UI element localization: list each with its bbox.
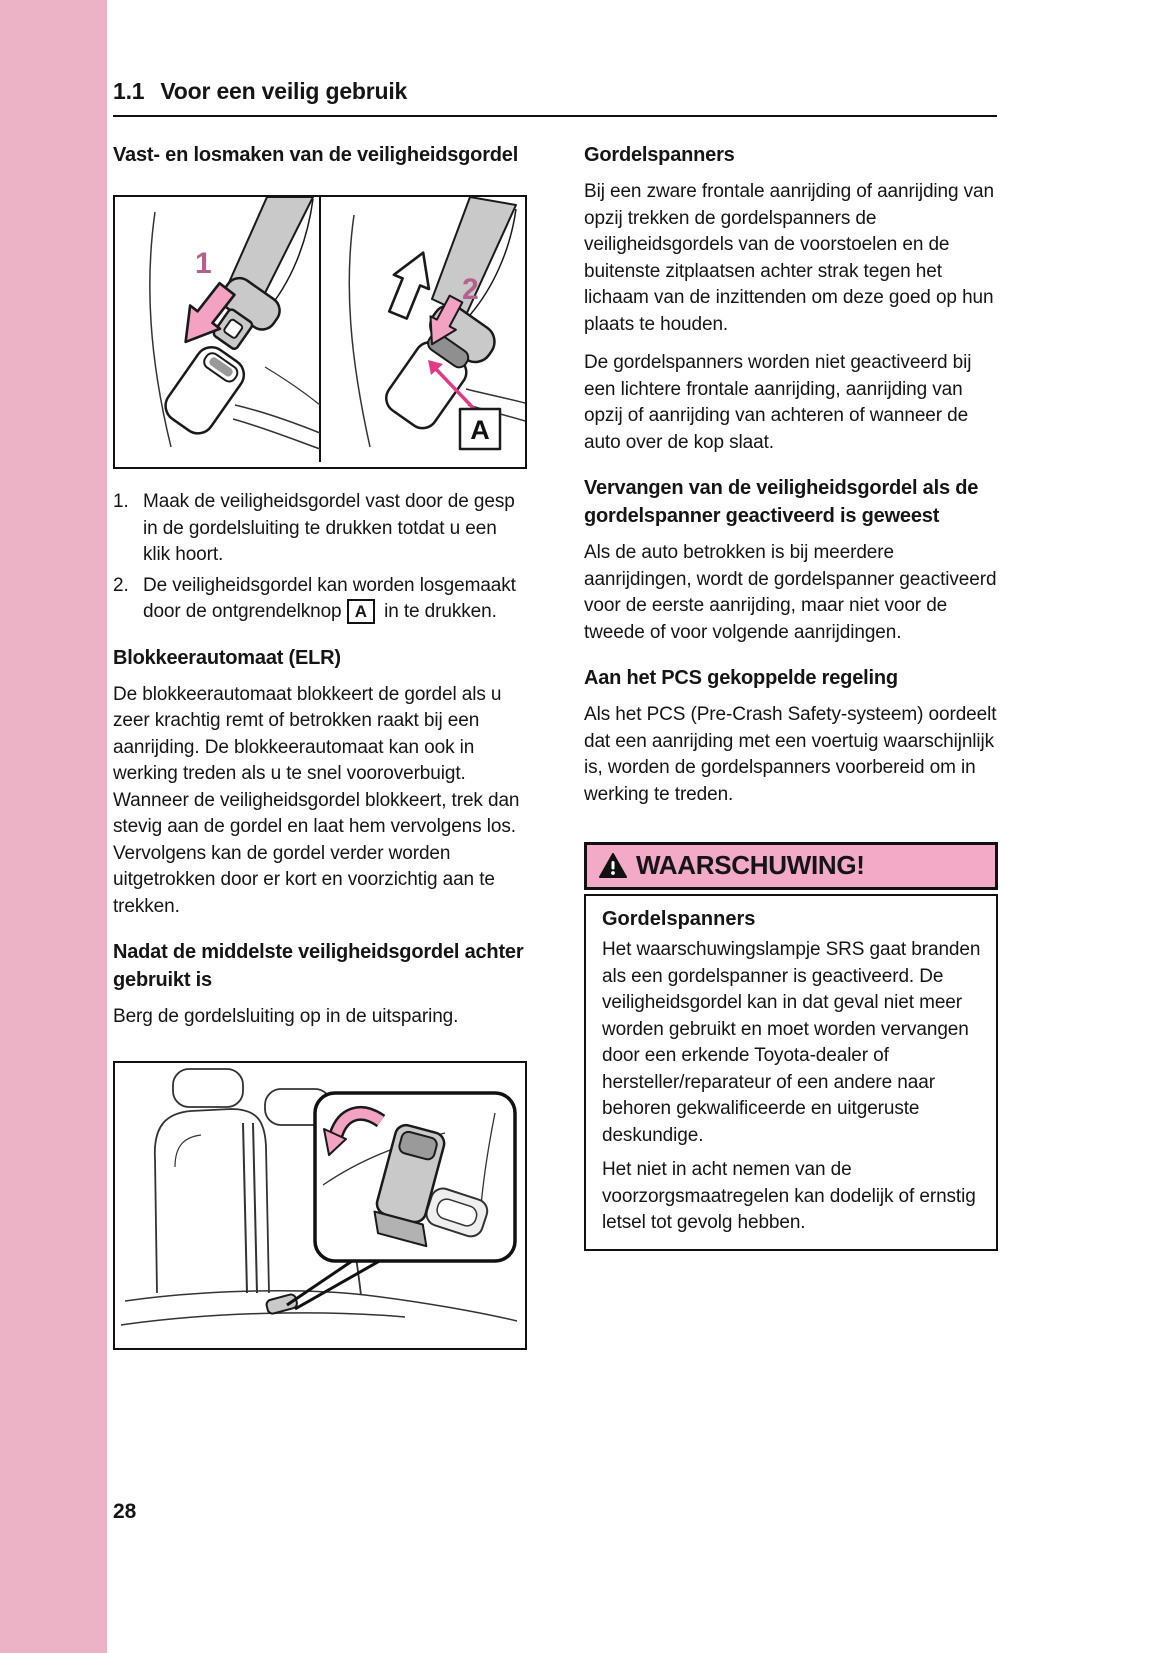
section-title: Voor een veilig gebruik	[160, 78, 408, 104]
fasten-release-steps	[113, 489, 527, 626]
heading-fasten-release: Vast- en losmaken van de veiligheidsgordel	[113, 144, 519, 166]
paragraph-pretensioners-1: Bij een zware frontale aanrijding of aanrijding van opzij trekken de gordelspanners de veiligheidsgordels van de voorstoelen en de buitenste zitplaatsen achter strak tegen het lichaam van de inzittenden om deze goed op hun plaats te houden.	[584, 181, 994, 335]
paragraph-pretensioners-2: De gordelspanners worden niet geactiveerd bij een lichtere frontale aanrijding, aanrijding van opzij of aanrijding van achteren of wanneer de auto over de kop slaat.	[584, 352, 972, 453]
seatback-left	[155, 1109, 269, 1293]
warning-header	[584, 842, 998, 890]
seatbelt-buckle-illustration	[115, 197, 525, 462]
page-number: 28	[113, 1500, 137, 1523]
step-text-before: De veiligheidsgordel kan worden losgemaakt door de ontgrendelknop	[143, 574, 516, 622]
warning-paragraph-2: Het niet in acht nemen van de voorzorgsmaatregelen kan dodelijk of ernstig letsel tot gevolg hebben.	[602, 1159, 976, 1233]
fig1-right-panel	[349, 197, 525, 449]
heading-elr: Blokkeerautomaat (ELR)	[113, 646, 341, 669]
callout-number-2: 2	[462, 273, 479, 306]
paragraph-pcs: Als het PCS (Pre-Crash Safety-systeem) oordeelt dat een aanrijding met een voertuig waarschijnlijk is, worden de gordelspanners voorbereid om in werking te treden.	[584, 704, 997, 805]
label-a-text: A	[470, 415, 490, 445]
step-item-2	[113, 573, 527, 626]
warning-title: WAARSCHUWING!	[636, 850, 865, 880]
step-item-1	[113, 489, 527, 569]
paragraph-center-belt: Berg de gordelsluiting op in de uitsparing.	[113, 1006, 459, 1027]
heading-center-belt: Nadat de middelste veiligheidsgordel achter gebruikt is	[113, 941, 524, 991]
figure-seatbelt-buckle	[113, 195, 527, 469]
left-column	[113, 137, 527, 1370]
step-number: 1.	[113, 491, 129, 512]
page-content	[113, 78, 997, 1370]
belt-strap	[243, 1123, 247, 1293]
warning-box	[584, 842, 998, 1251]
section-number: 1.1	[113, 78, 145, 104]
warning-paragraph-1: Het waarschuwingslampje SRS gaat branden als een gordelspanner is geactiveerd. De veiligheidsgordel kan in dat geval niet meer worden gebruikt en moet worden vervangen door een erkende Toyota-dealer of hersteller/reparateur of een andere naar behoren gekwalificeerde en uitgeruste deskundige.	[602, 939, 981, 1146]
warning-body	[584, 894, 998, 1251]
paragraph-replace-belt: Als de auto betrokken is bij meerdere aanrijdingen, wordt de gordelspanner geactiveerd voor de eerste aanrijding, maar niet voor de tweede of voor volgende aanrijdingen.	[584, 542, 997, 643]
fig1-left-panel	[150, 197, 320, 449]
step-text-after: in te drukken.	[384, 601, 497, 622]
callout-number-1: 1	[195, 247, 212, 280]
warning-subheading: Gordelspanners	[602, 908, 756, 930]
heading-replace-belt: Vervangen van de veiligheidsgordel als de gordelspanner geactiveerd is geweest	[584, 477, 979, 527]
release-button-badge: A	[347, 599, 375, 624]
page-edge-strip	[0, 0, 107, 1653]
step-text	[143, 573, 527, 626]
stowed-buckle	[265, 1293, 298, 1314]
two-column-layout	[113, 137, 997, 1370]
rear-seat-illustration	[115, 1063, 525, 1343]
heading-pretensioners: Gordelspanners	[584, 144, 735, 166]
figure-stow-buckle	[113, 1061, 527, 1350]
buckle	[159, 341, 250, 440]
headrest-left	[173, 1069, 243, 1107]
warning-triangle-icon	[599, 853, 627, 879]
step-text: Maak de veiligheidsgordel vast door de gesp in de gordelsluiting te drukken totdat u een klik hoort.	[143, 491, 515, 565]
heading-pcs: Aan het PCS gekoppelde regeling	[584, 667, 898, 689]
callout-line	[295, 1259, 383, 1309]
step-number: 2.	[113, 574, 129, 596]
retract-arrow	[380, 246, 440, 322]
right-column	[584, 137, 998, 1370]
section-header	[113, 78, 997, 117]
paragraph-elr: De blokkeerautomaat blokkeert de gordel als u zeer krachtig remt of betrokken raakt bij een aanrijding. De blokkeerautomaat kan ook in werking treden als u te snel vooroverbuigt. Wanneer de veiligheidsgordel blokkeert, trek dan stevig aan de gordel en laat hem vervolgens los. Vervolgens kan de gordel verder worden uitgetrokken door er kort en voorzichtig aan te trekken.	[113, 683, 520, 917]
